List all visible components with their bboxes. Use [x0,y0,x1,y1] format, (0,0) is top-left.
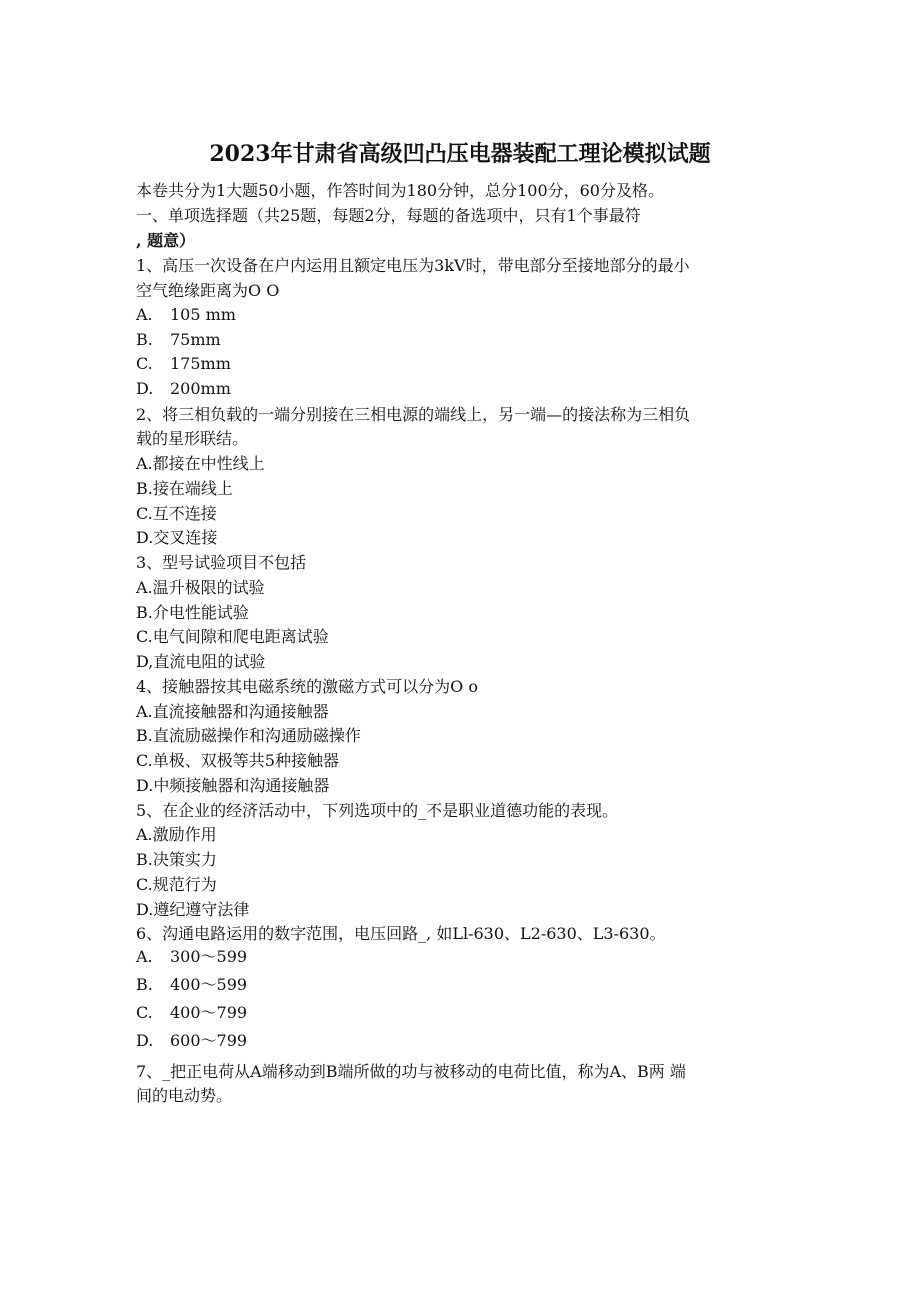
option-text: 75mm [170,330,221,349]
option-letter: C. [136,354,153,373]
question-3-option-d: D,直流电阻的试验 [136,652,266,671]
question-2-option-b: B.接在端线上 [136,479,233,498]
question-1-option-d [136,378,231,400]
question-2-stem: 2、将三相负载的一端分别接在三相电源的端线上，另一端—的接法称为三相负 [136,405,691,424]
question-1-option-b [136,329,221,351]
option-letter: A. [136,947,153,966]
option-text: 175mm [170,354,231,373]
question-6-option-a [136,946,247,968]
question-5-option-a: A.激励作用 [136,825,217,844]
option-letter: B. [136,975,153,994]
option-letter: C. [136,1003,153,1022]
question-2-option-a: A.都接在中性线上 [136,454,265,473]
question-1-stem: 1、高压一次设备在户内运用且额定电压为3kV时，带电部分至接地部分的最小 [136,256,690,275]
question-3-option-b: B.介电性能试验 [136,603,249,622]
option-letter: A. [136,305,153,324]
question-3-option-a: A.温升极限的试验 [136,578,265,597]
option-letter: B. [136,330,153,349]
question-6-option-d [136,1030,247,1052]
question-2-stem-cont: 载的星形联结。 [136,429,249,448]
question-2-option-c: C.互不连接 [136,504,217,523]
question-4-option-a: A.直流接触器和沟通接触器 [136,702,329,721]
question-5-option-c: C.规范行为 [136,875,217,894]
question-5-option-d: D.遵纪遵守法律 [136,900,250,919]
question-4-option-c: C.单极、双极等共5种接触器 [136,751,339,770]
section-header: 一、单项选择题（共25题，每题2分，每题的备选项中，只有1个事最符 [136,206,641,225]
question-1-stem-cont: 空气绝缘距离为O O [136,281,280,300]
intro-text: 本卷共分为1大题50小题，作答时间为180分钟，总分100分，60分及格。 [136,181,664,200]
question-5-stem: 5、在企业的经济活动中，下列选项中的_不是职业道德功能的表现。 [136,801,619,820]
question-5-option-b: B.决策实力 [136,850,217,869]
document-title: 2023年甘肃省高级凹凸压电器装配工理论模拟试题 [209,141,711,167]
option-text: 200mm [170,379,231,398]
question-1-option-c [136,353,231,375]
option-text: 400～799 [170,1003,248,1022]
question-3-option-c: C.电气间隙和爬电距离试验 [136,627,329,646]
option-letter: D. [136,1031,154,1050]
question-6-stem: 6、沟通电路运用的数字范围，电压回路_, 如Ll-630、L2-630、L3-630。 [136,924,666,943]
question-7-stem: 7、_把正电荷从A端移动到B端所做的功与被移动的电荷比值，称为A、B两 端 [136,1062,686,1081]
question-4-stem: 4、接触器按其电磁系统的激磁方式可以分为O o [136,677,479,696]
question-4-option-b: B.直流励磁操作和沟通励磁操作 [136,726,361,745]
option-letter: D. [136,379,154,398]
question-1-option-a [136,304,236,326]
question-3-stem: 3、型号试验项目不包括 [136,553,307,572]
question-6-option-c [136,1002,247,1024]
question-4-option-d: D.中频接触器和沟通接触器 [136,776,330,795]
question-6-option-b [136,974,247,996]
option-text: 600～799 [170,1031,248,1050]
option-text: 400～599 [170,975,248,994]
option-text: 300～599 [170,947,248,966]
section-header-continued: , 题意） [136,231,196,250]
question-2-option-d: D.交叉连接 [136,528,218,547]
option-text: 105 mm [170,305,236,324]
question-7-stem-cont: 间的电动势。 [136,1086,233,1105]
